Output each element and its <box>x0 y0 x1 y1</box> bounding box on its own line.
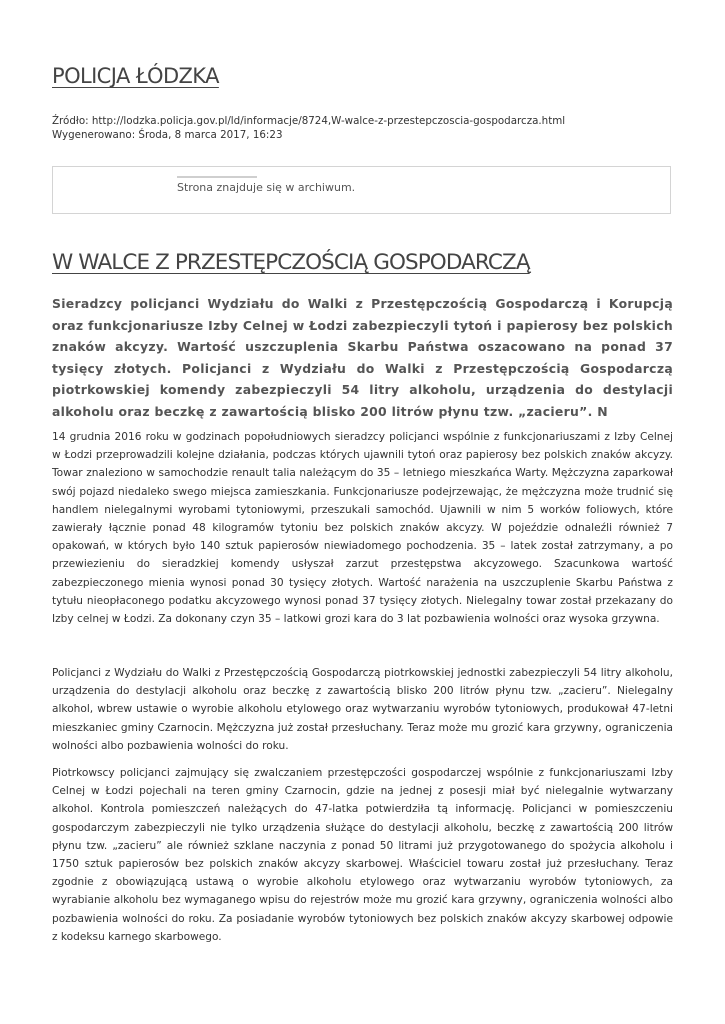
archive-notice: Strona znajduje się w archiwum. <box>177 181 356 194</box>
generated-date: Wygenerowano: Środa, 8 marca 2017, 16:23 <box>52 129 283 141</box>
archive-notice-divider <box>177 176 257 178</box>
article-lead: Sieradzcy policjanci Wydziału do Walki z Przestępczością Gospodarczą i Korupcją oraz funkcjonariusze Izby Celnej w Łodzi zabezpieczyli tytoń i papierosy bez polskich znaków akcyzy. Wartość uszczuplenia Skarbu Państwa oszacowano na ponad 37 tysięcy złotych. Policjanci z Wydziału do Walki z Przestępczością Gospodarczą piotrkowskiej komendy zabezpieczyli 54 litry alkoholu, urządzenia do destylacji alkoholu oraz beczkę z zawartością blisko 200 litrów płynu tzw. „zacieru”. N <box>52 296 673 419</box>
document-meta <box>52 114 565 142</box>
archive-notice-box <box>52 166 671 214</box>
source-url[interactable]: Źródło: http://lodzka.policja.gov.pl/ld/informacje/8724,W-walce-z-przestepczoscia-gospodarcza.html <box>52 115 566 127</box>
article-title: W WALCE Z PRZESTĘPCZOŚCIĄ GOSPODARCZĄ <box>52 250 530 275</box>
article-paragraph: 14 grudnia 2016 roku w godzinach popołudniowych sieradzcy policjanci wspólnie z funkcjonariuszami z Izby Celnej w Łodzi przeprowadzili kolejne działania, podczas których ujawnili tytoń oraz papierosy bez polskich znaków akcyzy. Towar znaleziono w samochodzie renault talia należącym do 35 – letniego mieszkańca Warty. Mężczyzna zaparkował swój pojazd niedaleko swego miejsca zamieszkania. Funkcjonariusze podejrzewając, że mężczyzna może trudnić się handlem nielegalnymi wyrobami tytoniowymi, przeszukali samochód. Ujawnili w nim 5 worków foliowych, które zawierały łącznie ponad 48 kilogramów tytoniu bez polskich znaków akcyzy. W pojeździe odnaleźli również 7 opakowań, w których było 140 sztuk papierosów niewiadomego pochodzenia. 35 – latek został zatrzymany, a po przewiezieniu do sieradzkiej komendy usłyszał zarzut przestępstwa akcyzowego. Szacunkowa wartość zabezpieczonego mienia wynosi ponad 30 tysięcy złotych. Wartość narażenia na uszczuplenie Skarbu Państwa z tytułu nieopłaconego podatku akcyzowego wynosi ponad 37 tysięcy złotych. Nielegalny towar został przekazany do Izby celnej w Łodzi. Za dokonany czyn 35 – latkowi grozi kara do 3 lat pozbawienia wolności oraz wysoka grzywna. <box>52 431 673 626</box>
article-paragraph: Policjanci z Wydziału do Walki z Przestępczością Gospodarczą piotrkowskiej jednostki zabezpieczyli 54 litry alkoholu, urządzenia do destylacji alkoholu oraz beczkę z zawartością blisko 200 litrów płynu tzw. „zacieru”. Nielegalny alkohol, wbrew ustawie o wyrobie alkoholu etylowego oraz wytwarzaniu wyrobów tytoniowych, produkował 47-letni mieszkaniec gminy Czarnocin. Mężczyzna już został przesłuchany. Teraz może mu grozić kara grzywny, ograniczenia wolności albo pozbawienia wolności do roku. <box>52 667 673 752</box>
site-title[interactable]: POLICJA ŁÓDZKA <box>52 64 219 88</box>
article-paragraph: Piotrkowscy policjanci zajmujący się zwalczaniem przestępczości gospodarczej wspólnie z funkcjonariuszami Izby Celnej w Łodzi pojechali na teren gminy Czarnocin, gdzie na jednej z posesji miał być nielegalnie wytwarzany alkohol. Kontrola pomieszczeń należących do 47-latka potwierdziła tą informację. Policjanci w pomieszczeniu gospodarczym zabezpieczyli nie tylko urządzenia służące do destylacji alkoholu, beczkę z zawartością 200 litrów płynu tzw. „zacieru” ale również szklane naczynia z ponad 50 litrami już przygotowanego do spożycia alkoholu i 1750 sztuk papierosów bez polskich znaków akcyzy skarbowej. Właściciel towaru został już przesłuchany. Teraz zgodnie z obowiązującą ustawą o wyrobie alkoholu etylowego oraz wytwarzaniu wyrobów tytoniowych, za wyrabianie alkoholu bez wymaganego wpisu do rejestrów może mu grozić kara grzywny, ograniczenia wolności albo pozbawienia wolności do roku. Za posiadanie wyrobów tytoniowych bez polskich znaków akcyzy skarbowej odpowie z kodeksu karnego skarbowego. <box>52 767 673 943</box>
